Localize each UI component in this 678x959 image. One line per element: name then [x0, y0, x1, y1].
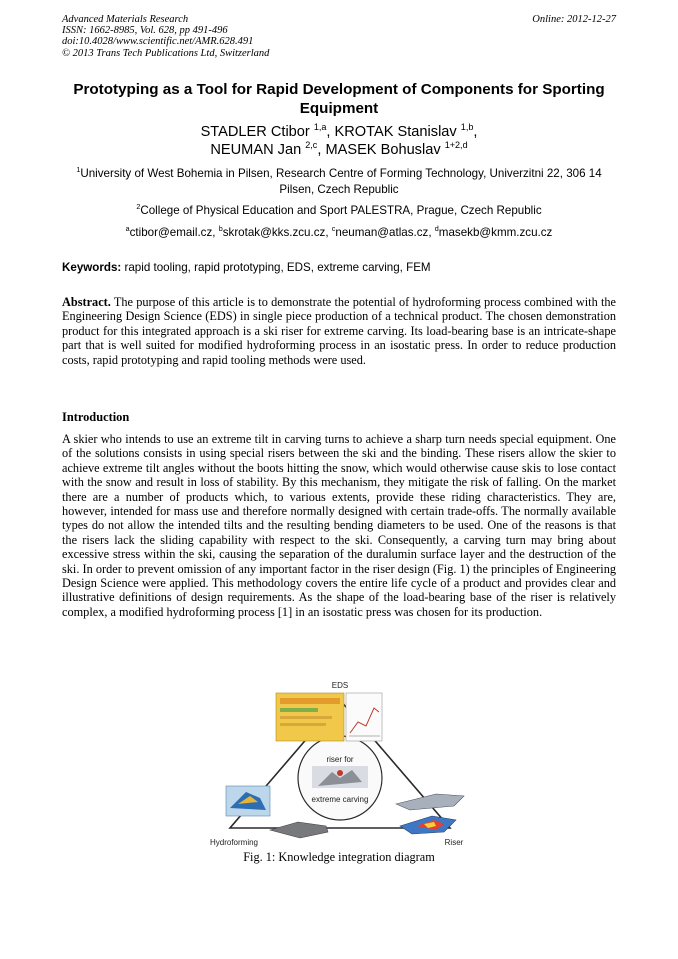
- riser-model-image: [396, 794, 464, 810]
- affiliation-2: $^2$College of Physical Education and Sport PALESTRA, Prague, Czech Republic: [136, 202, 542, 217]
- copyright-line: © 2013 Trans Tech Publications Ltd, Switzerland: [62, 47, 270, 59]
- email-link[interactable]: skrotak@kks.zcu.cz,: [222, 226, 332, 239]
- node-label-eds: EDS: [331, 681, 349, 690]
- author-emails: $^a$ctibor@email.cz, $^b$skrotak@kks.zcu.cz, $^c$neuman@atlas.cz, $^d$masekb@kmm.zcu.cz: [125, 224, 553, 239]
- skier-helmet-icon: [337, 770, 343, 776]
- hydroforming-part-image: [270, 822, 328, 838]
- figure-caption: Fig. 1: Knowledge integration diagram: [243, 850, 435, 864]
- keywords-label: Keywords:: [62, 261, 122, 274]
- author-sup: 1,b: [460, 122, 474, 133]
- node-label-riser: Riser: [444, 838, 464, 847]
- knowledge-integration-diagram: [200, 678, 480, 848]
- keywords-text: rapid tooling, rapid prototyping, EDS, extreme carving, FEM: [121, 261, 431, 274]
- email-link[interactable]: ctibor@email.cz,: [129, 226, 219, 239]
- author-name: MASEK Bohuslav: [325, 142, 441, 158]
- author-name: STADLER Ctibor: [200, 124, 310, 140]
- author-name: KROTAK Stanislav: [334, 124, 457, 140]
- node-label-hydroforming: Hydroforming: [209, 838, 259, 847]
- author-sup: 1,a: [313, 122, 327, 133]
- center-label-bottom: extreme carving: [311, 795, 369, 804]
- abstract: [62, 295, 616, 367]
- abstract-text: The purpose of this article is to demonstrate the potential of hydroforming process combined with the Engineering Design Science (EDS) in single piece production of a technical product. The chosen demonstration product for this integrated approach is a ski riser for extreme carving. Its load-bearing base is an intricate-shape part that is well suited for modified hydroforming process in an isostatic press. In order to reduce production costs, rapid prototyping and rapid tooling methods were used.: [62, 295, 616, 367]
- doi-line: doi:10.4028/www.scientific.net/AMR.628.491: [62, 36, 254, 48]
- author-list: STADLER Ctibor $^{1,a}$, KROTAK Stanislav $^{1,b}$, NEUMAN Jan $^{2,c}$, MASEK Bohuslav $^{1+2,d}$: [200, 122, 478, 158]
- email-link[interactable]: masekb@kmm.zcu.cz: [438, 226, 553, 239]
- affiliation-1: $^1$University of West Bohemia in Pilsen, Research Centre of Forming Technology, Univerzitni 22, 306 14 Pilsen, Czech Republic: [76, 165, 602, 196]
- keywords: [62, 261, 616, 274]
- online-date: Online: 2012-12-27: [532, 14, 616, 25]
- email-link[interactable]: neuman@atlas.cz,: [335, 226, 435, 239]
- center-label-top: riser for: [326, 755, 354, 764]
- paper-title: Prototyping as a Tool for Rapid Development of Components for Sporting Equipment: [73, 81, 605, 117]
- author-sup: 1+2,d: [444, 140, 468, 151]
- issn-line: ISSN: 1662-8985, Vol. 628, pp 491-496: [62, 25, 228, 37]
- author-sup: 2,c: [305, 140, 318, 151]
- journal-header: [62, 14, 269, 59]
- journal-name: Advanced Materials Research: [62, 14, 189, 25]
- introduction-text: A skier who intends to use an extreme tilt in carving turns to achieve a sharp turn needs special equipment. One of the solutions consists in using special risers between the ski and the binding. These risers allow the skier to achieve extreme tilt angles without the boots hitting the snow, which would otherwise cause skis to lose contact with the snow and result in loss of stability. By this mechanism, they mitigate the risk of falling. On the market there are a number of products which, to various extents, provide these riding characteristics. They are, however, intended for mass use and therefore normally designed with certain trade-offs. The normally available types do not allow the intended tilts and the resulting bending diameters to be used. One of the reasons is that the risers lack the sliding capability with respect to the ski. Consequently, a carving turn may bring about excessive stress within the ski, causing the separation of the duralumin surface layer and the destruction of the ski. In order to prevent omission of any important factor in the riser design (Fig. 1) the principles of Engineering Design Science were applied. This methodology covers the entire life cycle of a product and provides clear and illustrative definitions of design requirements. As the shape of the load-bearing base of the riser is relatively complex, a modified hydroforming process [1] in an isostatic press was chosen for its production.: [62, 432, 616, 619]
- abstract-label: Abstract.: [62, 295, 111, 309]
- eds-chart-thumbnail: [346, 693, 382, 741]
- author-name: NEUMAN Jan: [210, 142, 302, 158]
- section-heading-introduction: Introduction: [62, 410, 130, 424]
- diagram-svg: [200, 678, 480, 848]
